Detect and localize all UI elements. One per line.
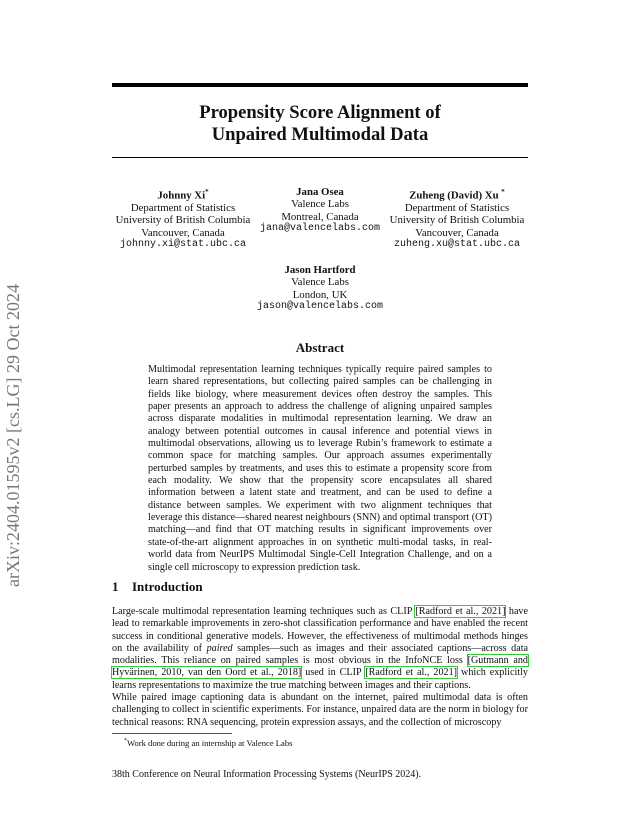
intro-paragraph-1 (112, 606, 528, 692)
author-affiliation: Vancouver, Canada (141, 226, 225, 239)
paragraph-text: have lead to remarkable improvements in zero-shot classification performance and have enabled the recent success in conditional generative models. However, the effectiveness of multimodal methods hinges on the availability of (112, 606, 528, 654)
section-heading (112, 579, 203, 595)
title-line-2: Unpaired Multimodal Data (211, 124, 429, 145)
paragraph-text: Large-scale multimodal representation learning techniques such as CLIP (112, 606, 416, 617)
author-block (254, 264, 386, 314)
arxiv-sidebar-stamp: arXiv:2404.01595v2 [cs.LG] 29 Oct 2024 (3, 284, 23, 587)
section-title: Introduction (132, 579, 203, 594)
author-affiliation: University of British Columbia (115, 214, 251, 227)
citation-link[interactable]: [Radford et al., 2021] (415, 606, 506, 617)
author-affiliation: Department of Statistics (130, 202, 236, 214)
author-block (254, 186, 386, 236)
section-number: 1 (112, 579, 119, 594)
author-affiliation: Valence Labs (291, 276, 349, 289)
author-affiliation: Vancouver, Canada (415, 226, 499, 239)
author-affiliation: Valence Labs (291, 198, 349, 211)
author-affiliation: Department of Statistics (404, 202, 510, 214)
citation-link[interactable]: [Gutmann and Hyvärinen, 2010, van den Oord et al., 2018] (112, 655, 528, 679)
author-email[interactable]: jason@valencelabs.com (256, 301, 384, 313)
title-bottom-rule (112, 157, 528, 158)
emphasis-text: paired (206, 642, 233, 654)
abstract-text: Multimodal representation learning techniques typically require paired samples to learn shared representations, but collecting paired samples can be challenging in fields like biology, where measurement devices often destroy the samples. This paper presents an approach to address the challenge of aligning unpaired samples across disparate modalities in multimodal representation learning. We draw an analogy between potential outcomes in causal inference and potential views in multimodal observations, allowing us to leverage Rubin’s framework to estimate a common space for matching samples. Our approach assumes experimentally perturbed samples by treatments, and uses this to estimate a propensity score from each modality. We show that the propensity score encapsulates all shared information between a latent state and treatment, and can be used to define a distance between samples. We experiment with two alignment techniques that leverage this distance—shared nearest neighbours (SNN) and optimal transport (OT) matching—and find that OT matching results in significant improvements over state-of-the-art alignment approaches in on synthetic multi-modal tasks, in real-world data from NeurIPS Multimodal Single-Cell Integration Challenge, and on a single cell microscopy to expression prediction task. (148, 364, 492, 573)
author-affiliation: University of British Columbia (389, 214, 525, 227)
author-name: Jason Hartford (284, 264, 356, 276)
abstract-heading: Abstract (295, 340, 345, 355)
paragraph-text: used in CLIP (301, 667, 366, 679)
author-name: Zuheng (David) Xu * (409, 188, 505, 202)
paper-title (112, 102, 528, 146)
title-top-rule (112, 83, 528, 87)
citation-link[interactable]: [Radford et al., 2021] (365, 667, 458, 679)
author-email[interactable]: jana@valencelabs.com (259, 223, 381, 235)
intro-paragraph-2: While paired image captioning data is abundant on the internet, paired multimodal data is often challenging to collect in scientific experiments. For instance, unpaired data are the norm in biology for technical reasons: RNA sequencing, protein expression assays, and the collection of microscopy (112, 692, 528, 728)
venue-footer: 38th Conference on Neural Information Processing Systems (NeurIPS 2024). (112, 769, 422, 780)
footnote: *Work done during an internship at Valence Labs (124, 738, 293, 748)
author-block (112, 186, 254, 252)
title-line-1: Propensity Score Alignment of (199, 102, 441, 123)
author-name: Johnny Xi* (157, 188, 209, 202)
author-affiliation: London, UK (292, 288, 348, 301)
paragraph-text: samples—such as images and their associated captions—across data modalities. This reliance on paired samples is most obvious in the InfoNCE loss (112, 642, 529, 667)
footnote-rule (112, 733, 232, 734)
author-email[interactable]: zuheng.xu@stat.ubc.ca (393, 239, 521, 251)
author-block (386, 186, 528, 252)
author-name: Jana Osea (296, 186, 344, 198)
author-email[interactable]: johnny.xi@stat.ubc.ca (119, 239, 247, 251)
paragraph-text: which explicitly learns representations to maximize the true matching between images and their captions. (112, 667, 528, 691)
author-affiliation: Montreal, Canada (281, 210, 359, 223)
